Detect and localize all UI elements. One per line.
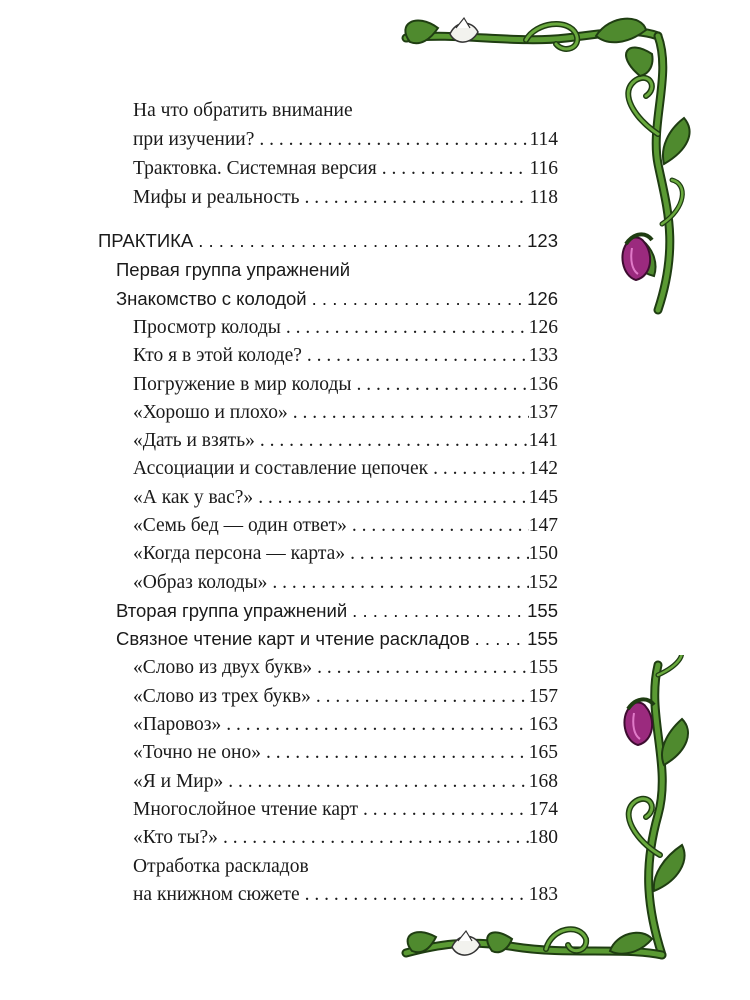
toc-entry-title: «Кто ты?» xyxy=(133,827,218,848)
toc-entry-title: «Точно не оно» xyxy=(133,742,261,763)
toc-entry-title: На что обратить внимание xyxy=(133,100,353,121)
toc-entry-page: 183 xyxy=(528,884,558,905)
toc-subsection-heading[interactable] xyxy=(116,599,558,623)
leader-dots xyxy=(347,599,527,623)
toc-entry-title: на книжном сюжете xyxy=(133,884,300,905)
leader-dots xyxy=(288,401,529,425)
toc-entry-page: 136 xyxy=(528,374,558,395)
leader-dots xyxy=(352,373,529,397)
toc-entry-title: «Когда персона — карта» xyxy=(133,543,346,564)
toc-entry-title: Многослойное чтение карт xyxy=(133,799,359,820)
toc-entry[interactable] xyxy=(133,401,558,425)
toc-entry[interactable] xyxy=(133,486,558,510)
toc-entry-page: 155 xyxy=(527,628,558,649)
toc-entry-page: 126 xyxy=(527,288,558,309)
leader-dots xyxy=(255,429,529,453)
toc-entry-title: «Я и Мир» xyxy=(133,771,224,792)
vine-corner-bottom-right-ornament xyxy=(396,655,696,995)
toc-entry-title: «Слово из двух букв» xyxy=(133,657,313,678)
toc-entry-title: Мифы и реальность xyxy=(133,187,300,208)
toc-entry-page: 118 xyxy=(529,187,558,208)
toc-entry-title: Вторая группа упражнений xyxy=(116,600,348,621)
toc-entry-page: 180 xyxy=(528,827,558,848)
toc-entry-title: Кто я в этой колоде? xyxy=(133,345,302,366)
toc-entry-page: 145 xyxy=(528,487,558,508)
toc-entry-title: Отработка раскладов xyxy=(133,856,309,877)
toc-entry-page: 174 xyxy=(528,799,558,820)
leader-dots xyxy=(428,457,529,481)
leader-dots xyxy=(267,571,528,595)
toc-entry[interactable] xyxy=(133,457,558,481)
toc-entry-title: Первая группа упражнений xyxy=(116,259,351,280)
toc-entry-title: «Образ колоды» xyxy=(133,572,268,593)
purple-bud-icon xyxy=(624,699,654,745)
toc-entry-page: 163 xyxy=(528,714,558,735)
leader-dots xyxy=(347,514,529,538)
toc-entry[interactable] xyxy=(133,429,558,453)
leader-dots xyxy=(253,486,529,510)
toc-entry-title: «Слово из трех букв» xyxy=(133,686,311,707)
leader-dots xyxy=(302,344,529,368)
toc-entry-title: Знакомство с колодой xyxy=(116,288,307,309)
toc-entry-title: «Хорошо и плохо» xyxy=(133,402,288,423)
toc-entry[interactable] xyxy=(133,344,558,368)
toc-entry-page: 114 xyxy=(529,129,558,150)
toc-entry-page: 150 xyxy=(528,543,558,564)
toc-entry-page: 142 xyxy=(528,458,558,479)
toc-subsection-heading[interactable] xyxy=(116,627,558,651)
toc-entry[interactable] xyxy=(133,542,558,566)
toc-entry-page: 155 xyxy=(528,657,558,678)
toc-entry-title: Погружение в мир колоды xyxy=(133,374,352,395)
toc-entry[interactable] xyxy=(133,514,558,538)
toc-entry-page: 123 xyxy=(527,230,558,251)
toc-entry-page: 147 xyxy=(528,515,558,536)
toc-entry[interactable] xyxy=(133,373,558,397)
toc-entry-title: «Семь бед — один ответ» xyxy=(133,515,347,536)
white-bud-icon xyxy=(452,931,480,955)
toc-entry-title: ПРАКТИКА xyxy=(98,230,194,251)
toc-entry-title: Связное чтение карт и чтение раскладов xyxy=(116,628,470,649)
toc-entry-title: Трактовка. Системная версия xyxy=(133,158,377,179)
toc-entry-page: 168 xyxy=(528,771,558,792)
toc-entry-title: Просмотр колоды xyxy=(133,317,281,338)
toc-entry-page: 157 xyxy=(528,686,558,707)
toc-entry-title: Ассоциации и составление цепочек xyxy=(133,458,429,479)
toc-entry-page: 137 xyxy=(528,402,558,423)
toc-entry-page: 165 xyxy=(528,742,558,763)
toc-entry-page: 116 xyxy=(529,158,558,179)
toc-entry-title: «Паровоз» xyxy=(133,714,222,735)
leader-dots xyxy=(345,542,529,566)
toc-entry-title: «А как у вас?» xyxy=(133,487,254,508)
toc-entry-title: при изучении? xyxy=(133,129,255,150)
white-bud-icon xyxy=(450,18,478,42)
vine-corner-top-right-ornament xyxy=(396,14,696,334)
toc-entry[interactable] xyxy=(133,571,558,595)
toc-entry-page: 141 xyxy=(528,430,558,451)
leader-dots xyxy=(470,627,527,651)
toc-entry-title: «Дать и взять» xyxy=(133,430,255,451)
toc-entry-page: 133 xyxy=(528,345,558,366)
toc-entry-page: 126 xyxy=(528,317,558,338)
toc-entry-page: 152 xyxy=(528,572,558,593)
toc-entry-page: 155 xyxy=(527,600,558,621)
